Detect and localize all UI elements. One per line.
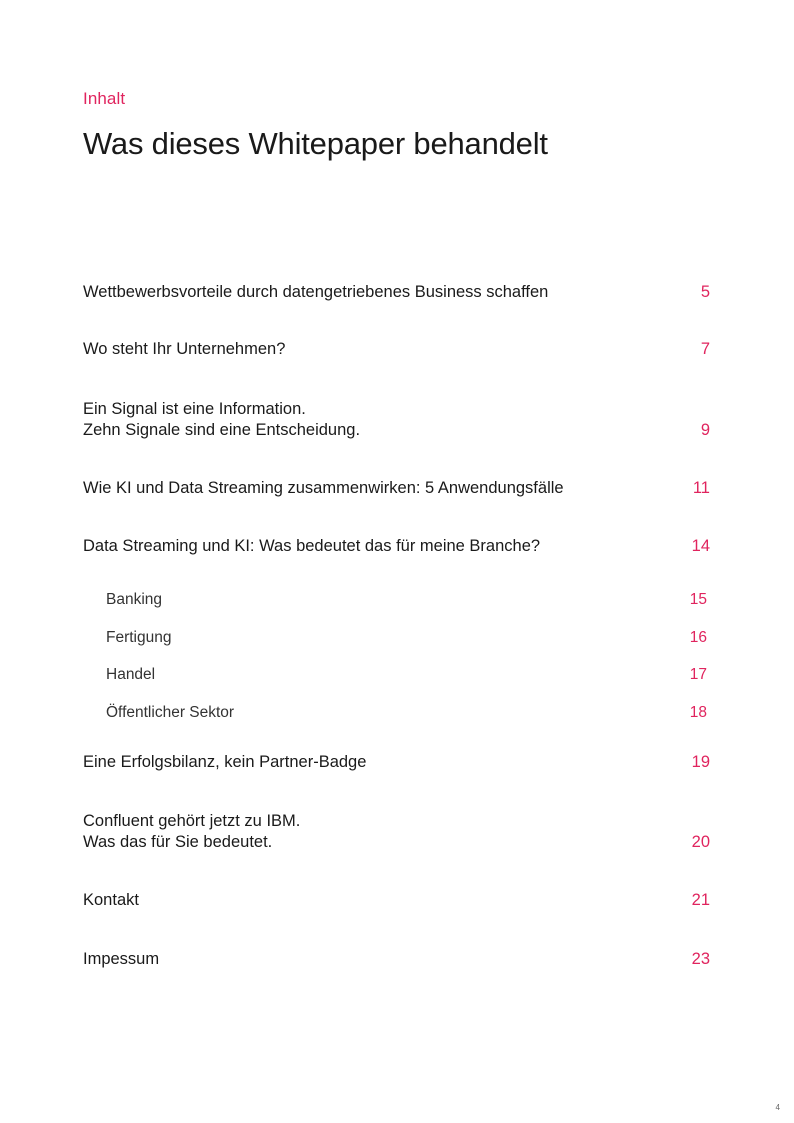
toc-entry[interactable]: [83, 536, 710, 557]
page-number: 4: [775, 1103, 780, 1112]
toc-subentry-label: Fertigung: [106, 629, 172, 646]
toc-entry[interactable]: [83, 811, 710, 853]
toc-subentry-label: Handel: [106, 666, 156, 683]
toc-subentry-page: 17: [689, 666, 707, 683]
toc-subentry-page: 18: [689, 704, 707, 721]
toc-entry[interactable]: [83, 282, 710, 303]
toc-entry-page: 20: [691, 833, 710, 851]
toc-subentry-label: Banking: [106, 591, 163, 608]
toc-entry-label: Eine Erfolgsbilanz, kein Partner-Badge: [83, 753, 367, 771]
toc-entry[interactable]: [83, 949, 710, 970]
toc-subentry[interactable]: [106, 589, 707, 610]
toc-subentry[interactable]: [106, 702, 707, 723]
toc-entry-page: 7: [700, 340, 710, 358]
toc-subentry[interactable]: [106, 664, 707, 685]
toc-entry-label: Wo steht Ihr Unternehmen?: [83, 340, 286, 358]
toc-entry-label: Wettbewerbsvorteile durch datengetriebenes Business schaffen: [83, 283, 549, 301]
toc-entry-label: Ein Signal ist eine Information. Zehn Signale sind eine Entscheidung.: [83, 400, 361, 439]
toc-entry-label: Impessum: [83, 950, 160, 968]
toc-subentry-page: 15: [689, 591, 707, 608]
toc-entry-label: Data Streaming und KI: Was bedeutet das für meine Branche?: [83, 537, 541, 555]
page-title: Was dieses Whitepaper behandelt: [83, 126, 548, 161]
toc-entry-page: 5: [700, 283, 710, 301]
toc-entry[interactable]: [83, 399, 710, 441]
toc-entry-page: 19: [691, 753, 710, 771]
section-eyebrow: Inhalt: [83, 89, 126, 108]
toc-entry[interactable]: [83, 339, 710, 360]
toc-entry[interactable]: [83, 752, 710, 773]
toc-subentry[interactable]: [106, 627, 707, 648]
toc-entry-page: 9: [700, 421, 710, 439]
toc-entry-label: Confluent gehört jetzt zu IBM. Was das für Sie bedeutet.: [83, 812, 301, 851]
toc-entry-label: Kontakt: [83, 891, 139, 909]
toc-subentry-label: Öffentlicher Sektor: [106, 704, 235, 721]
toc-entry-label: Wie KI und Data Streaming zusammenwirken: 5 Anwendungsfälle: [83, 479, 564, 497]
toc-subentry-page: 16: [689, 629, 707, 646]
toc-entry-page: 14: [691, 537, 710, 555]
toc-entry-page: 23: [691, 950, 710, 968]
toc-entry-page: 11: [692, 479, 710, 497]
toc-entry[interactable]: [83, 890, 710, 911]
toc-entry[interactable]: [83, 478, 710, 499]
toc-entry-page: 21: [691, 891, 710, 909]
